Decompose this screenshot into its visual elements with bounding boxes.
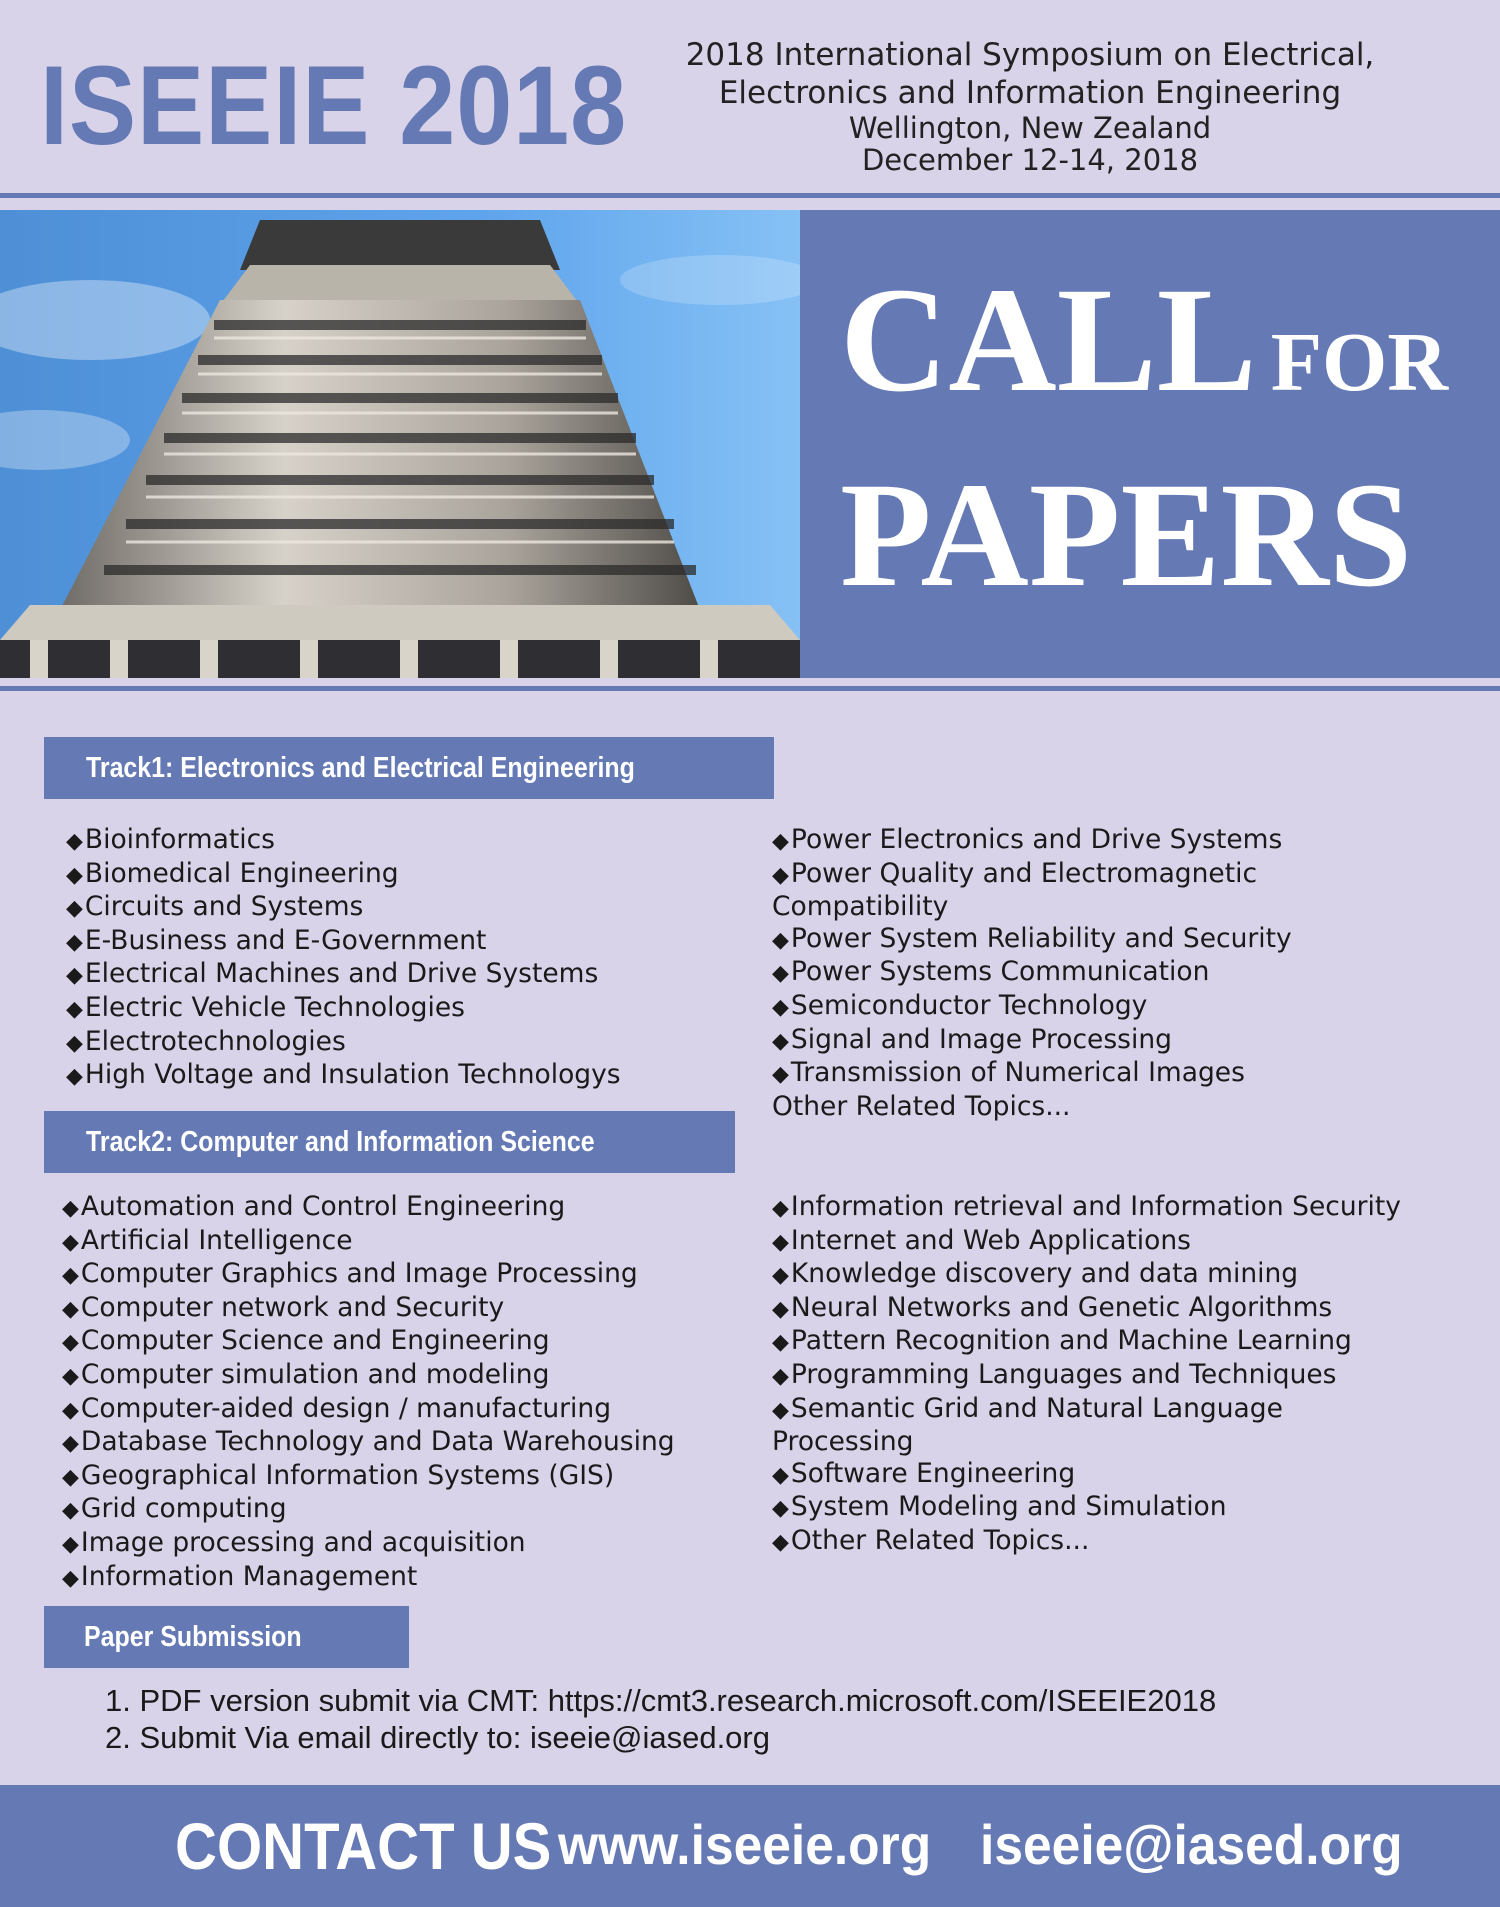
submission-header: [44, 1606, 409, 1668]
conference-location: Wellington, New Zealand: [848, 111, 1212, 145]
submission-email-item[interactable]: 2. Submit Via email directly to: iseeie@iased.org: [105, 1720, 770, 1755]
list-item: ◆System Modeling and Simulation: [772, 1491, 1227, 1523]
list-item: ◆Bioinformatics: [66, 824, 275, 855]
conference-title-line2: Electronics and Information Engineering: [718, 75, 1342, 111]
track1-header: [44, 737, 774, 799]
list-item: ◆Internet and Web Applications: [772, 1224, 1191, 1256]
track2-right-list: [772, 1191, 1472, 1559]
list-item: ◆Power System Reliability and Security: [772, 922, 1292, 954]
list-item: ◆Computer Science and Engineering: [62, 1325, 550, 1357]
list-item: ◆Grid computing: [62, 1493, 287, 1525]
track2-title: Track2: Computer and Information Science: [86, 1126, 595, 1158]
conference-info: [600, 36, 1460, 176]
conference-logo: ISEEIE 2018: [40, 43, 628, 168]
call-word: CALL: [840, 257, 1257, 423]
contact-us-label: CONTACT US: [175, 1809, 552, 1883]
email-link[interactable]: iseeie@iased.org: [980, 1813, 1403, 1876]
list-item: ◆Knowledge discovery and data mining: [772, 1258, 1299, 1290]
list-item: ◆Computer-aided design / manufacturing: [62, 1392, 612, 1424]
list-item: ◆Signal and Image Processing: [772, 1023, 1172, 1055]
list-item: ◆Geographical Information Systems (GIS): [62, 1459, 615, 1491]
submission-list: [105, 1682, 1216, 1756]
track1-left-list: [66, 824, 621, 1093]
list-item: ◆Semantic Grid and Natural Language Processing: [772, 1392, 1283, 1458]
track2-header: [44, 1111, 735, 1173]
list-item: ◆Semiconductor Technology: [772, 989, 1148, 1021]
list-item: ◆Power Electronics and Drive Systems: [772, 824, 1283, 855]
list-item: ◆Other Related Topics...: [772, 1524, 1090, 1556]
list-item: ◆Power Systems Communication: [772, 956, 1210, 988]
list-item: ◆Power Quality and Electromagnetic Compatibility: [772, 857, 1258, 923]
conference-title-line1: 2018 International Symposium on Electrical,: [685, 37, 1375, 73]
list-item: ◆Artificial Intelligence: [62, 1224, 353, 1256]
list-item: ◆Software Engineering: [772, 1457, 1076, 1489]
list-item: ◆Computer simulation and modeling: [62, 1358, 550, 1390]
website-link[interactable]: www.iseeie.org: [558, 1813, 932, 1876]
header-divider: [0, 193, 1500, 198]
submission-cmt-item[interactable]: 1. PDF version submit via CMT: https://cmt3.research.microsoft.com/ISEEIE2018: [105, 1683, 1217, 1718]
submission-title: Paper Submission: [84, 1621, 302, 1653]
beehive-building-photo: [0, 210, 800, 678]
track1-title: Track1: Electronics and Electrical Engineering: [86, 752, 635, 784]
list-item: ◆Transmission of Numerical Images: [772, 1057, 1245, 1089]
contact-footer: [0, 1785, 1500, 1907]
list-item: ◆Electrical Machines and Drive Systems: [66, 958, 599, 990]
list-item: ◆Information Management: [62, 1560, 418, 1592]
list-item: ◆High Voltage and Insulation Technologys: [66, 1059, 621, 1091]
call-for-papers-panel: [800, 210, 1500, 678]
list-item: ◆Electrotechnologies: [66, 1025, 346, 1057]
list-item: ◆Database Technology and Data Warehousing: [62, 1426, 675, 1458]
call-for-heading: [840, 257, 1449, 423]
list-item: ◆Automation and Control Engineering: [62, 1191, 566, 1222]
list-item: ◆Biomedical Engineering: [66, 857, 399, 889]
hero-divider: [0, 686, 1500, 691]
track1-right-list: [772, 824, 1332, 1122]
list-item: ◆Computer Graphics and Image Processing: [62, 1258, 638, 1290]
list-item: ◆Programming Languages and Techniques: [772, 1358, 1337, 1390]
list-item: ◆E-Business and E-Government: [66, 924, 487, 956]
papers-heading: PAPERS: [840, 452, 1413, 618]
list-item: ◆Electric Vehicle Technologies: [66, 991, 465, 1023]
list-item: ◆Neural Networks and Genetic Algorithms: [772, 1291, 1333, 1323]
list-item: ◆Computer network and Security: [62, 1291, 505, 1323]
track2-left-list: [62, 1191, 675, 1594]
for-word: FOR: [1270, 316, 1449, 409]
list-item: ◆Image processing and acquisition: [62, 1526, 526, 1558]
list-item: ◆Circuits and Systems: [66, 891, 364, 923]
contact-info: [558, 1813, 1403, 1876]
list-item: Other Related Topics...: [772, 1090, 1071, 1122]
list-item: ◆Information retrieval and Information Security: [772, 1191, 1401, 1222]
conference-dates: December 12-14, 2018: [861, 143, 1199, 177]
list-item: ◆Pattern Recognition and Machine Learning: [772, 1325, 1352, 1357]
